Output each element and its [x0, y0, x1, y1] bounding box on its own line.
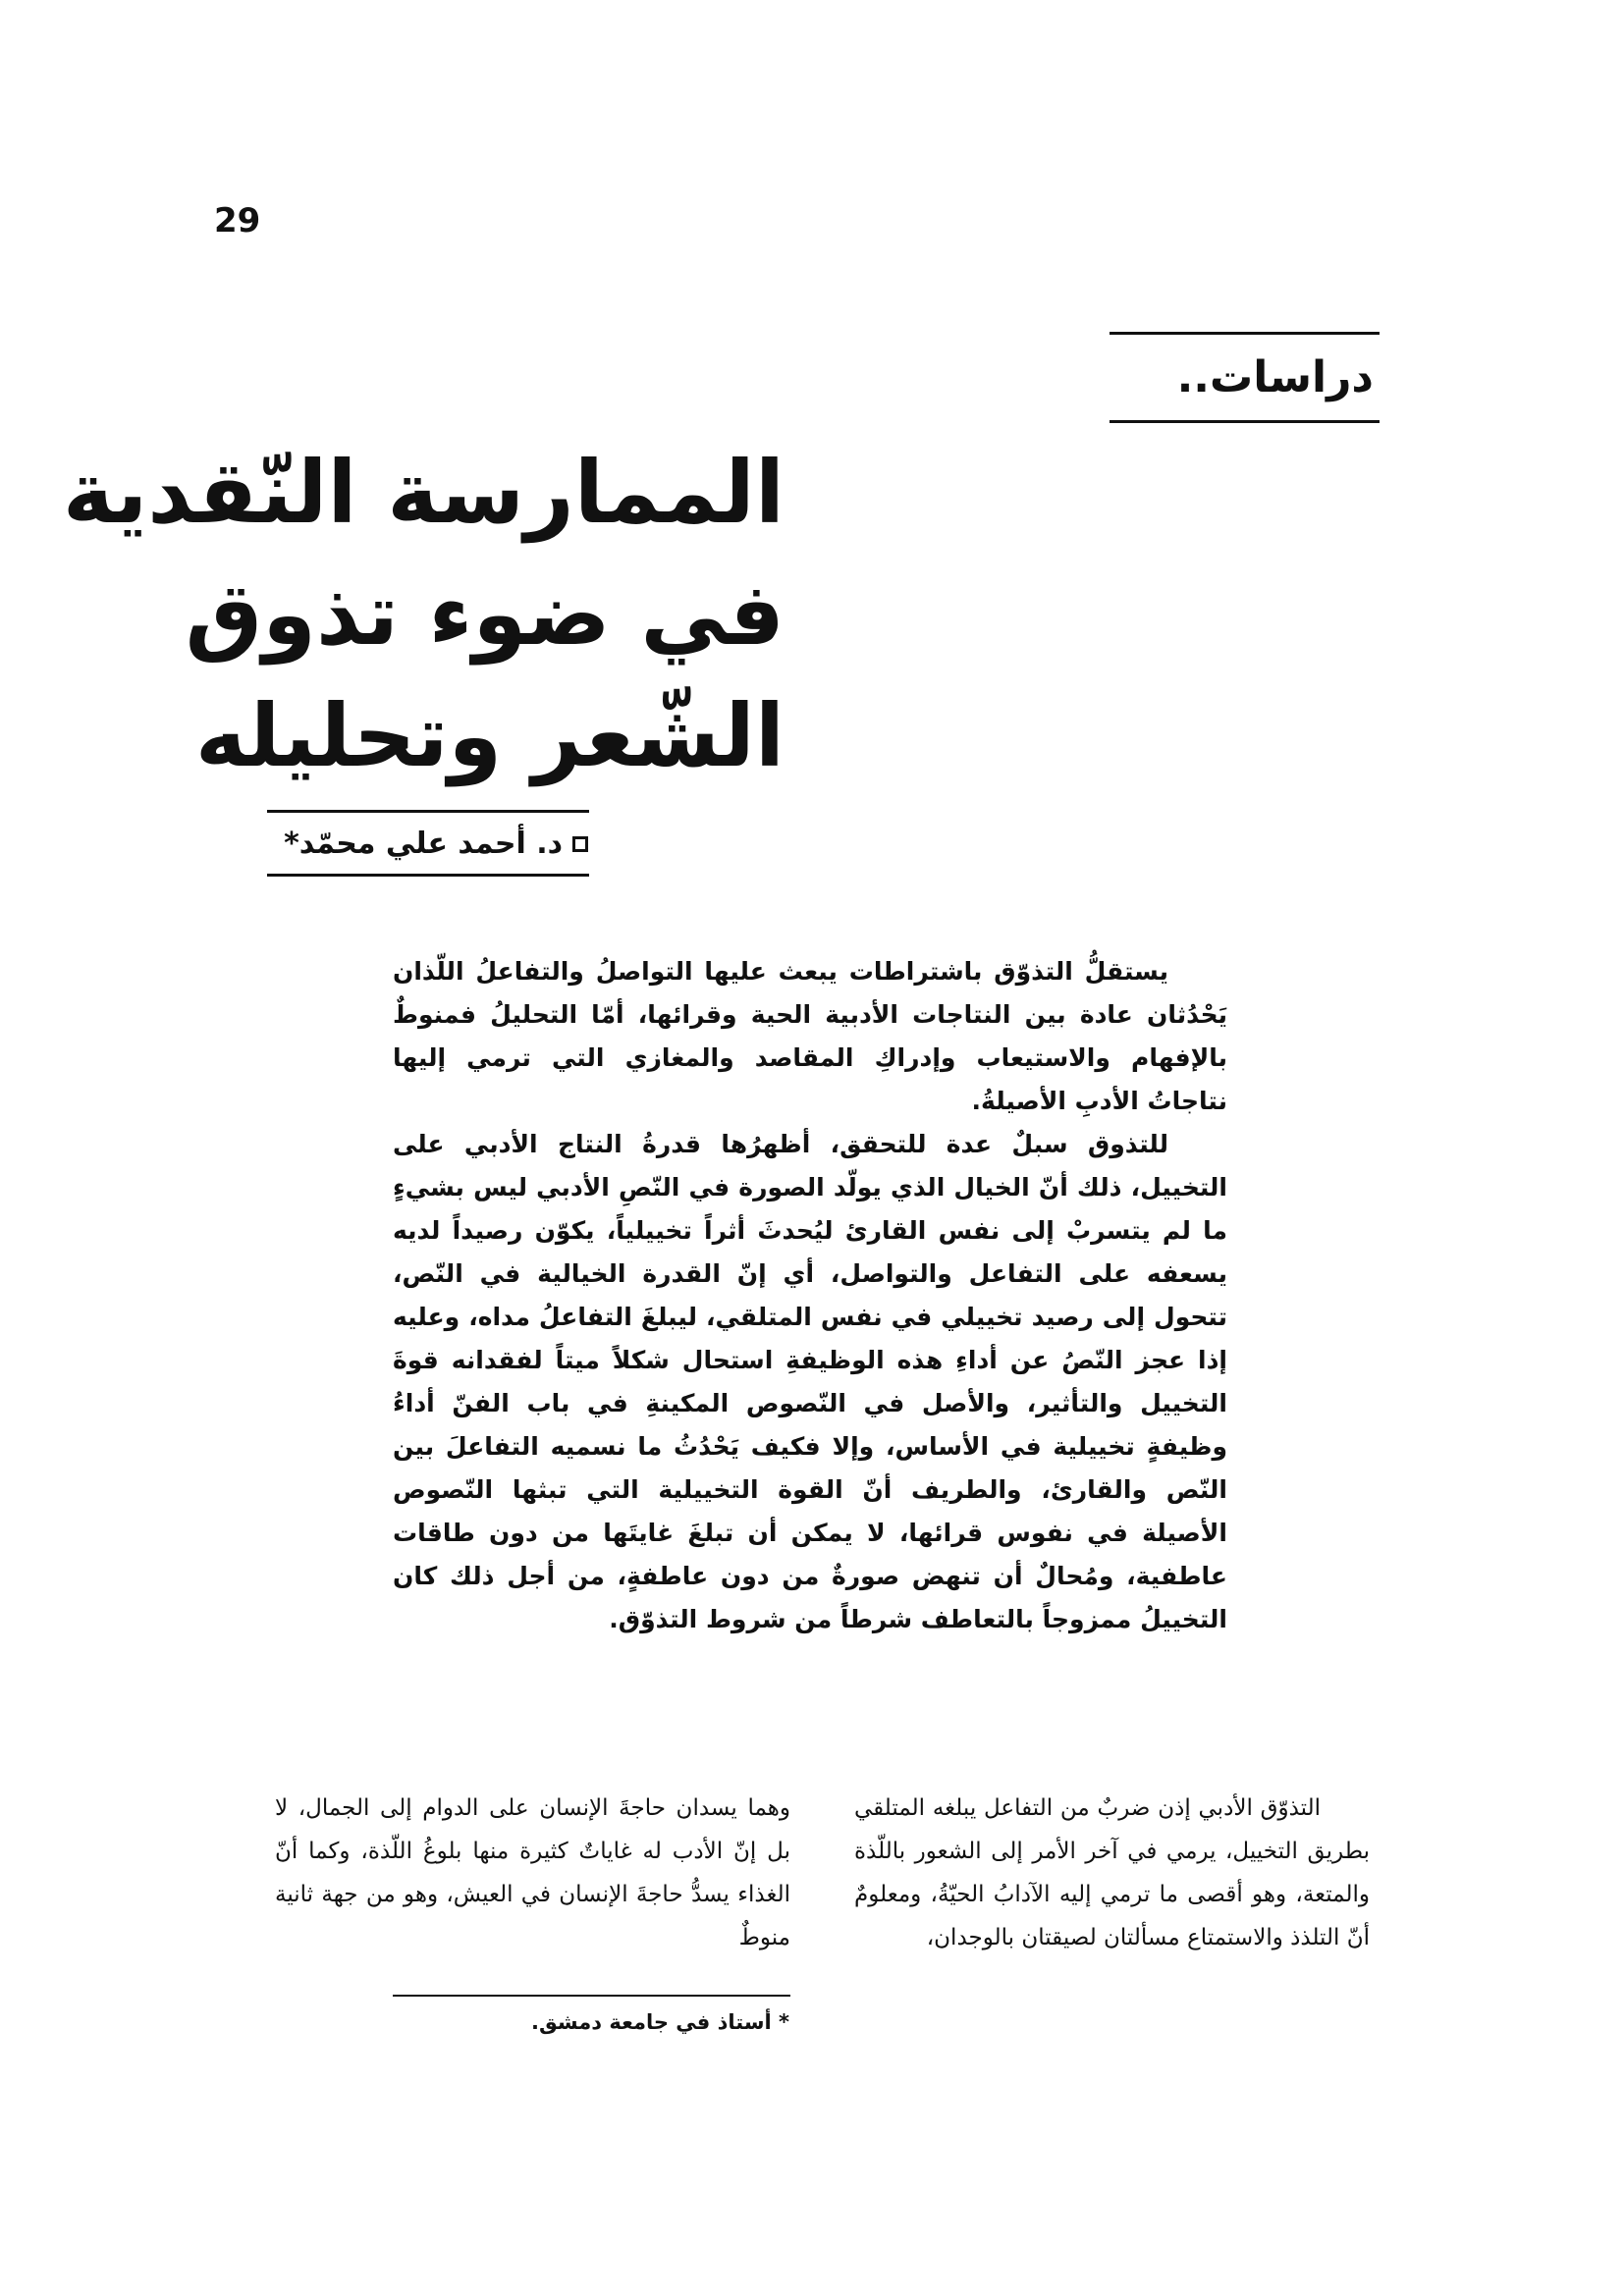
- article-intro: [393, 950, 1227, 1641]
- article-title: [62, 432, 785, 797]
- author-bottom-rule: [267, 874, 589, 877]
- column-left-text: وهما يسدان حاجةَ الإنسان على الدوام إلى الجمال، لا بل إنّ الأدب له غاياتٌ كثيرة منها بلوغُ اللّذة، وكما أنّ الغذاء يسدُّ حاجةَ الإنسان في العيش، وهو من جهة ثانية منوطٌ: [275, 1795, 790, 1950]
- title-line-2: في ضوء تذوق: [185, 563, 785, 665]
- author-top-rule: [267, 810, 589, 813]
- section-label: دراسات..: [1176, 352, 1374, 402]
- author-name: د. أحمد علي محمّد*: [284, 827, 563, 861]
- title-line-1: الممارسة النّقدية: [62, 442, 785, 543]
- intro-paragraph-1: يستقلُّ التذوّق باشتراطات يبعث عليها التواصلُ والتفاعلُ اللّذان يَحْدُثان عادة بين النتاجات الأدبية الحية وقرائها، أمّا التحليلُ فمنوطٌ بالإفهام والاستيعاب وإدراكِ المقاصد والمغازي التي ترمي إليها نتاجاتُ الأدبِ الأصيلةُ.: [393, 957, 1227, 1115]
- intro-paragraph-2: للتذوق سبلٌ عدة للتحقق، أظهرُها قدرةُ النتاج الأدبي على التخييل، ذلك أنّ الخيال الذي يولّد الصورة في النّصِ الأدبي ليس بشيءٍ ما لم يتسربْ إلى نفس القارئ ليُحدثَ أثراً تخييلياً، يكوّن رصيداً لديه يسعفه على التفاعل والتواصل، أي إنّ القدرة الخيالية في النّص، تتحول إلى رصيد تخييلي في نفس المتلقي، ليبلغَ التفاعلُ مداه، وعليه إذا عجز النّصُ عن أداءِ هذه الوظيفةِ استحال شكلاً ميتاً لفقدانه قوةَ التخييل والتأثير، والأصل في النّصوص المكينةِ في باب الفنّ أداءُ وظيفةٍ تخييلية في الأساس، وإلا فكيف يَحْدُثُ ما نسميه التفاعلَ بين النّص والقارئ، والطريف أنّ القوة التخييلية التي تبثها النّصوص الأصيلة في نفوس قرائها، لا يمكن أن تبلغَ غايتَها من دون طاقات عاطفية، ومُحالٌ أن تنهض صورةٌ من دون عاطفةٍ، من أجل ذلك كان التخييلُ ممزوجاً بالتعاطف شرطاً من شروط التذوّق.: [393, 1130, 1227, 1633]
- author-line: [284, 820, 588, 869]
- text-column-right: [854, 1787, 1370, 1959]
- page-number: 29: [214, 201, 261, 240]
- text-column-left: [275, 1787, 790, 1959]
- footnote: * أستاذ في جامعة دمشق.: [531, 2010, 789, 2034]
- footnote-rule: [393, 1995, 790, 1997]
- square-bullet-icon: [572, 836, 588, 852]
- title-line-3: الشّعر وتحليله: [194, 685, 785, 786]
- section-bottom-rule: [1110, 420, 1380, 423]
- column-right-text: التذوّق الأدبي إذن ضربٌ من التفاعل يبلغه المتلقي بطريق التخييل، يرمي في آخر الأمر إلى الشعور باللّذة والمتعة، وهو أقصى ما ترمي إليه الآدابُ الحيّةُ، ومعلومٌ أنّ التلذذ والاستمتاع مسألتان لصيقتان بالوجدان،: [854, 1795, 1370, 1950]
- section-top-rule: [1110, 332, 1380, 335]
